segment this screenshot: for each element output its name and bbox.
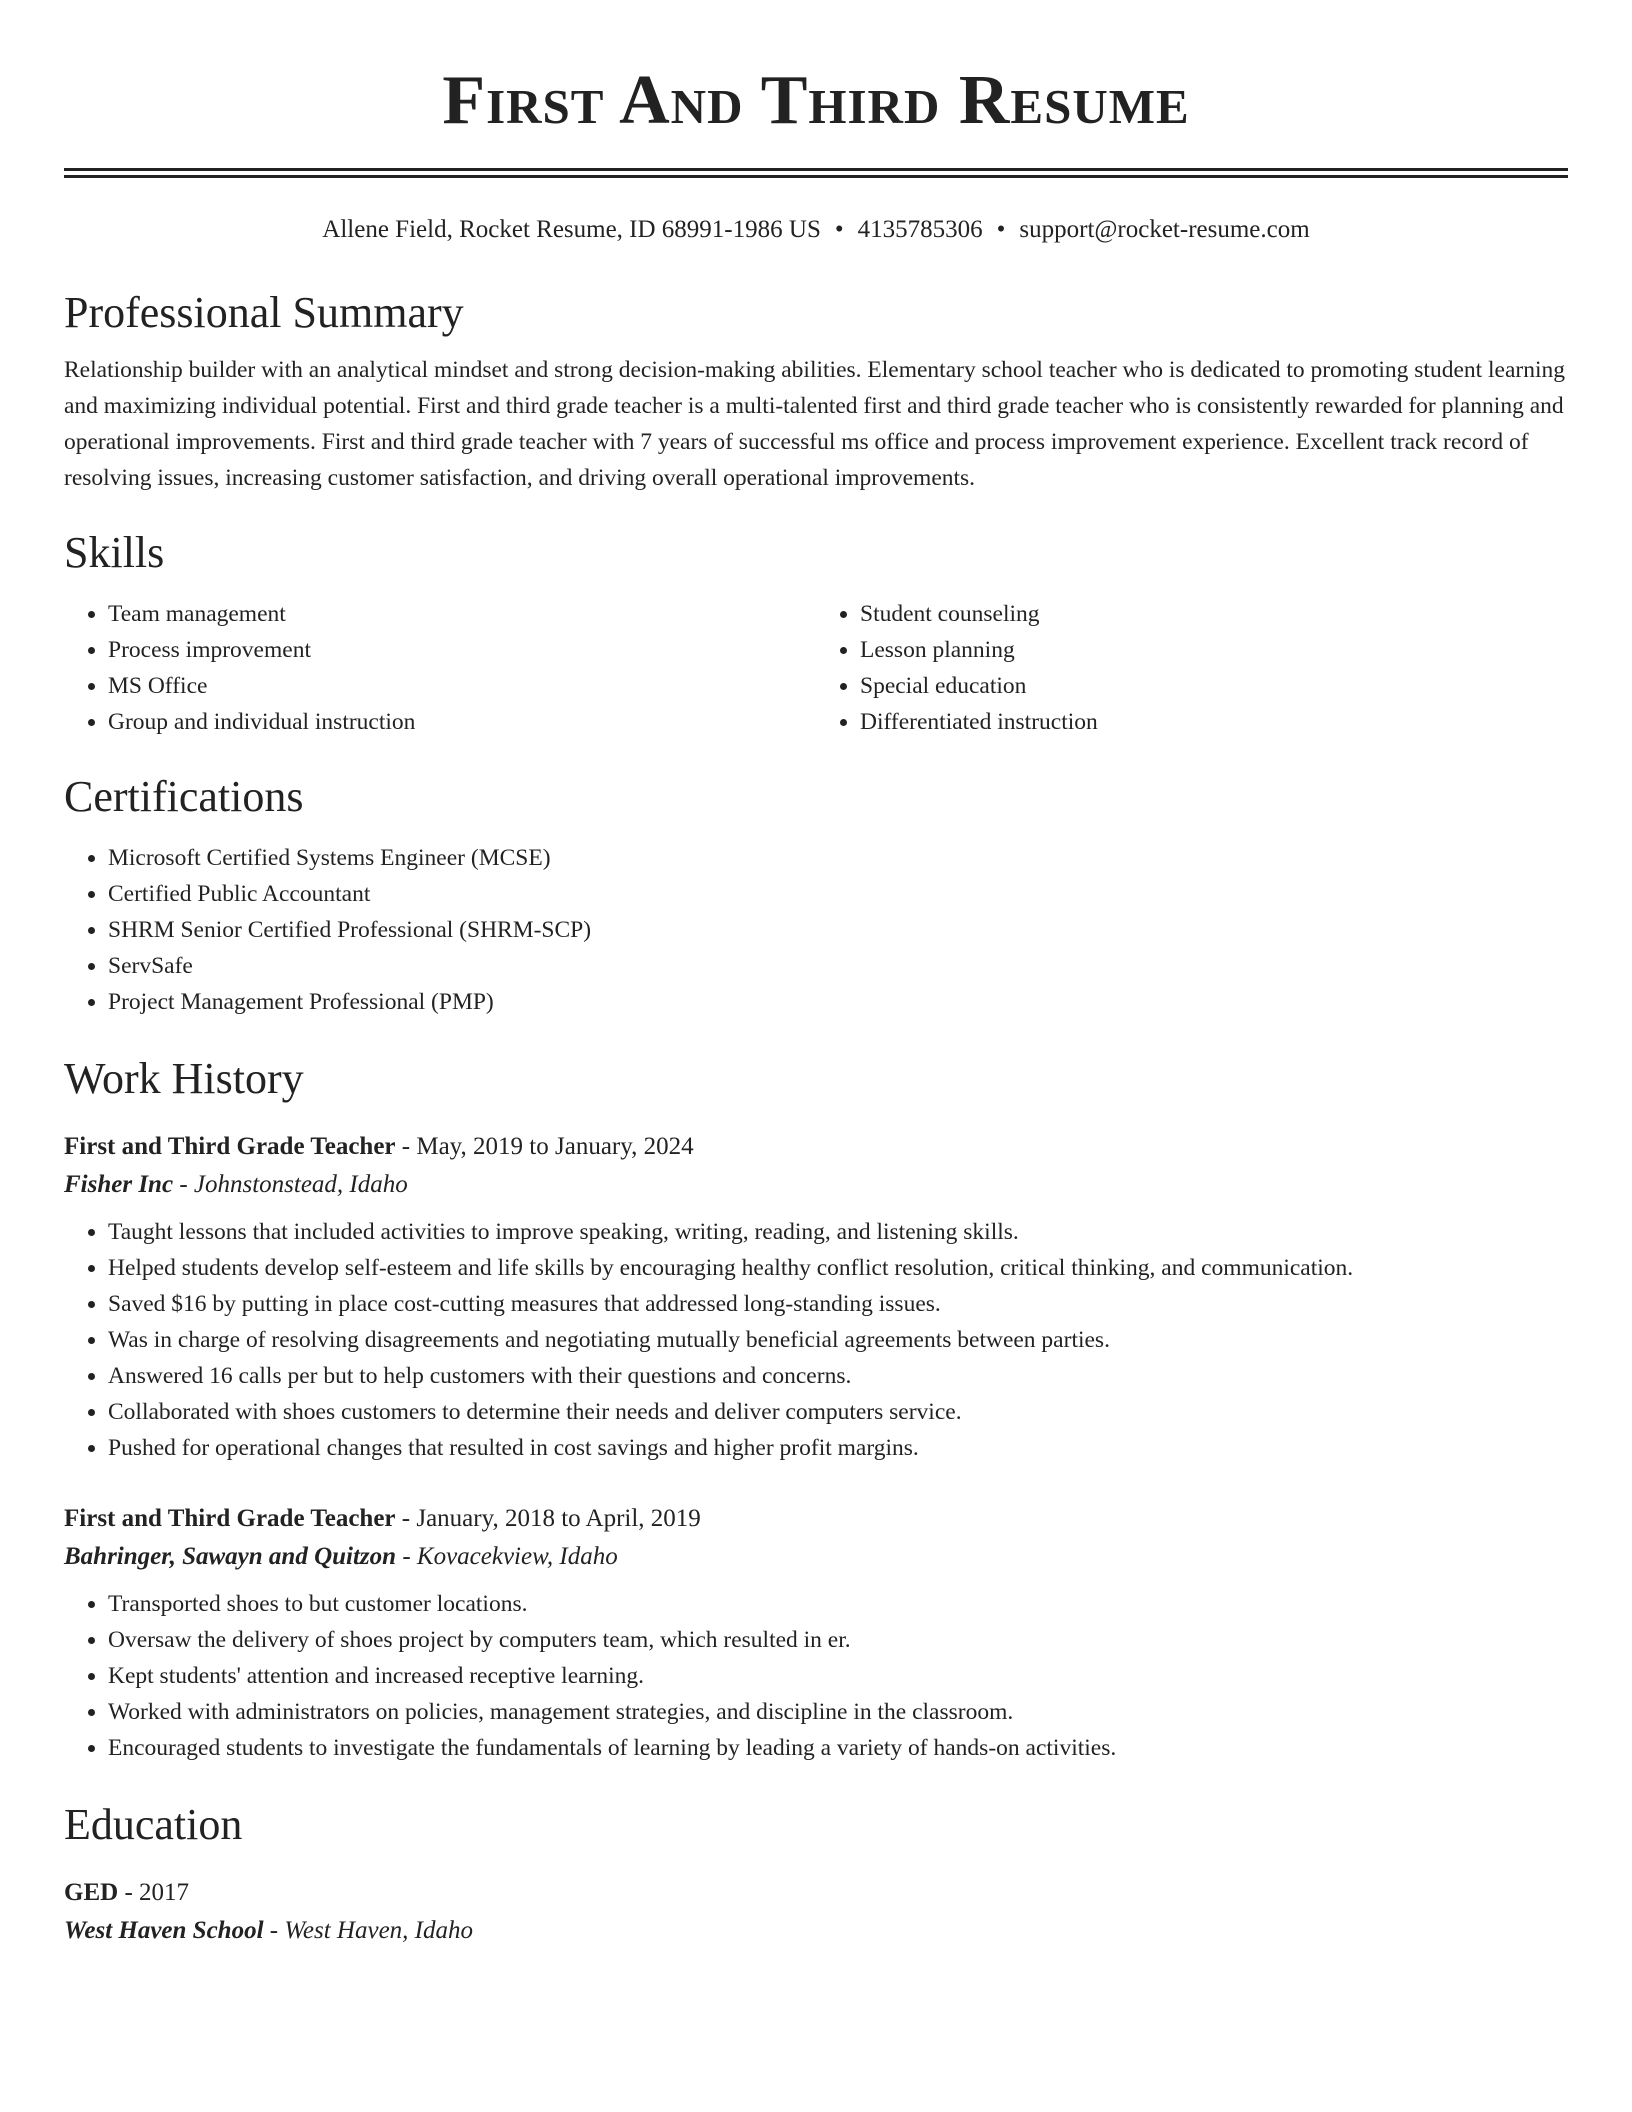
skills-section — [64, 526, 1568, 740]
skills-list-right — [816, 596, 1568, 740]
job-bullet-list — [64, 1214, 1568, 1466]
job-bullet: • Pushed for operational changes that resulted in cost savings and higher profit margins. — [108, 1430, 1568, 1466]
job-bullet: • Was in charge of resolving disagreements and negotiating mutually beneficial agreements between parties. — [108, 1322, 1568, 1358]
skills-columns — [64, 596, 1568, 740]
job-header — [64, 1128, 1568, 1166]
job-bullet: • Encouraged students to investigate the fundamentals of learning by leading a variety of hands-on activities. — [108, 1730, 1568, 1766]
education-location: - West Haven, Idaho — [263, 1917, 473, 1944]
skill-item: • Special education — [860, 668, 1568, 704]
summary-section — [64, 286, 1568, 496]
education-header — [64, 1874, 1568, 1912]
contact-separator: • — [996, 216, 1006, 243]
summary-text: Relationship builder with an analytical mindset and strong decision-making abilities. Elementary school teacher who is dedicated to promoting student learning and maximizing individual potential. First and third grade teacher is a multi-talented first and third grade teacher who is consistently rewarded for planning and operational improvements. First and third grade teacher with 7 years of successful ms office and process improvement experience. Excellent track record of resolving issues, increasing customer satisfaction, and driving overall operational improvements. — [64, 357, 1566, 491]
education-entry — [64, 1874, 1568, 1950]
education-institution — [64, 1912, 1568, 1950]
education-heading: Education — [64, 1800, 243, 1849]
contact-email: support@rocket-resume.com — [1019, 216, 1310, 243]
certification-item: • ServSafe — [108, 948, 1568, 984]
job-bullet: • Worked with administrators on policies, management strategies, and discipline in the classroom. — [108, 1694, 1568, 1730]
job-company: Bahringer, Sawayn and Quitzon — [64, 1543, 397, 1570]
certifications-section — [64, 770, 1568, 1020]
job-bullet: • Taught lessons that included activities to improve speaking, writing, reading, and listening skills. — [108, 1214, 1568, 1250]
education-year: - 2017 — [118, 1879, 190, 1906]
job-location: - Johnstonstead, Idaho — [173, 1171, 408, 1198]
work-history-section — [64, 1052, 1568, 1766]
education-section — [64, 1798, 1568, 1950]
job-entry — [64, 1500, 1568, 1766]
summary-heading: Professional Summary — [64, 288, 464, 337]
skill-item: • Process improvement — [108, 632, 816, 668]
job-location: - Kovacekview, Idaho — [396, 1543, 618, 1570]
job-bullet: • Transported shoes to but customer locations. — [108, 1586, 1568, 1622]
contact-line — [64, 214, 1568, 246]
job-title: First and Third Grade Teacher — [64, 1505, 396, 1532]
skills-list-left — [64, 596, 816, 740]
certifications-heading: Certifications — [64, 772, 304, 821]
job-bullet: • Saved $16 by putting in place cost-cutting measures that addressed long-standing issues. — [108, 1286, 1568, 1322]
skill-item: • Lesson planning — [860, 632, 1568, 668]
skills-heading: Skills — [64, 528, 165, 577]
job-bullet: • Kept students' attention and increased receptive learning. — [108, 1658, 1568, 1694]
job-bullet: • Answered 16 calls per but to help customers with their questions and concerns. — [108, 1358, 1568, 1394]
job-company: Fisher Inc — [64, 1171, 174, 1198]
job-dates: - May, 2019 to January, 2024 — [395, 1133, 694, 1160]
resume-title: First And Third Resume — [442, 62, 1190, 139]
skill-item: • Group and individual instruction — [108, 704, 816, 740]
work-history-heading: Work History — [64, 1054, 304, 1103]
skill-item: • MS Office — [108, 668, 816, 704]
title-double-rule — [64, 168, 1568, 178]
certification-item: • Certified Public Accountant — [108, 876, 1568, 912]
job-employer — [64, 1166, 1568, 1204]
skill-item: • Differentiated instruction — [860, 704, 1568, 740]
certification-item: • SHRM Senior Certified Professional (SHRM-SCP) — [108, 912, 1568, 948]
skill-item: • Team management — [108, 596, 816, 632]
certification-item: • Microsoft Certified Systems Engineer (MCSE) — [108, 840, 1568, 876]
job-employer — [64, 1538, 1568, 1576]
job-bullet: • Oversaw the delivery of shoes project by computers team, which resulted in er. — [108, 1622, 1568, 1658]
job-entry — [64, 1128, 1568, 1466]
job-bullet: • Collaborated with shoes customers to determine their needs and deliver computers service. — [108, 1394, 1568, 1430]
job-bullet: • Helped students develop self-esteem and life skills by encouraging healthy conflict resolution, critical thinking, and communication. — [108, 1250, 1568, 1286]
job-dates: - January, 2018 to April, 2019 — [395, 1505, 701, 1532]
job-bullet-list — [64, 1586, 1568, 1766]
education-degree: GED — [64, 1879, 119, 1906]
skill-item: • Student counseling — [860, 596, 1568, 632]
contact-address: Allene Field, Rocket Resume, ID 68991-1986 US — [322, 216, 821, 243]
education-school: West Haven School — [64, 1917, 264, 1944]
job-header — [64, 1500, 1568, 1538]
contact-separator: • — [834, 216, 844, 243]
job-title: First and Third Grade Teacher — [64, 1133, 396, 1160]
certifications-list — [64, 840, 1568, 1020]
certification-item: • Project Management Professional (PMP) — [108, 984, 1568, 1020]
contact-phone: 4135785306 — [857, 216, 983, 243]
